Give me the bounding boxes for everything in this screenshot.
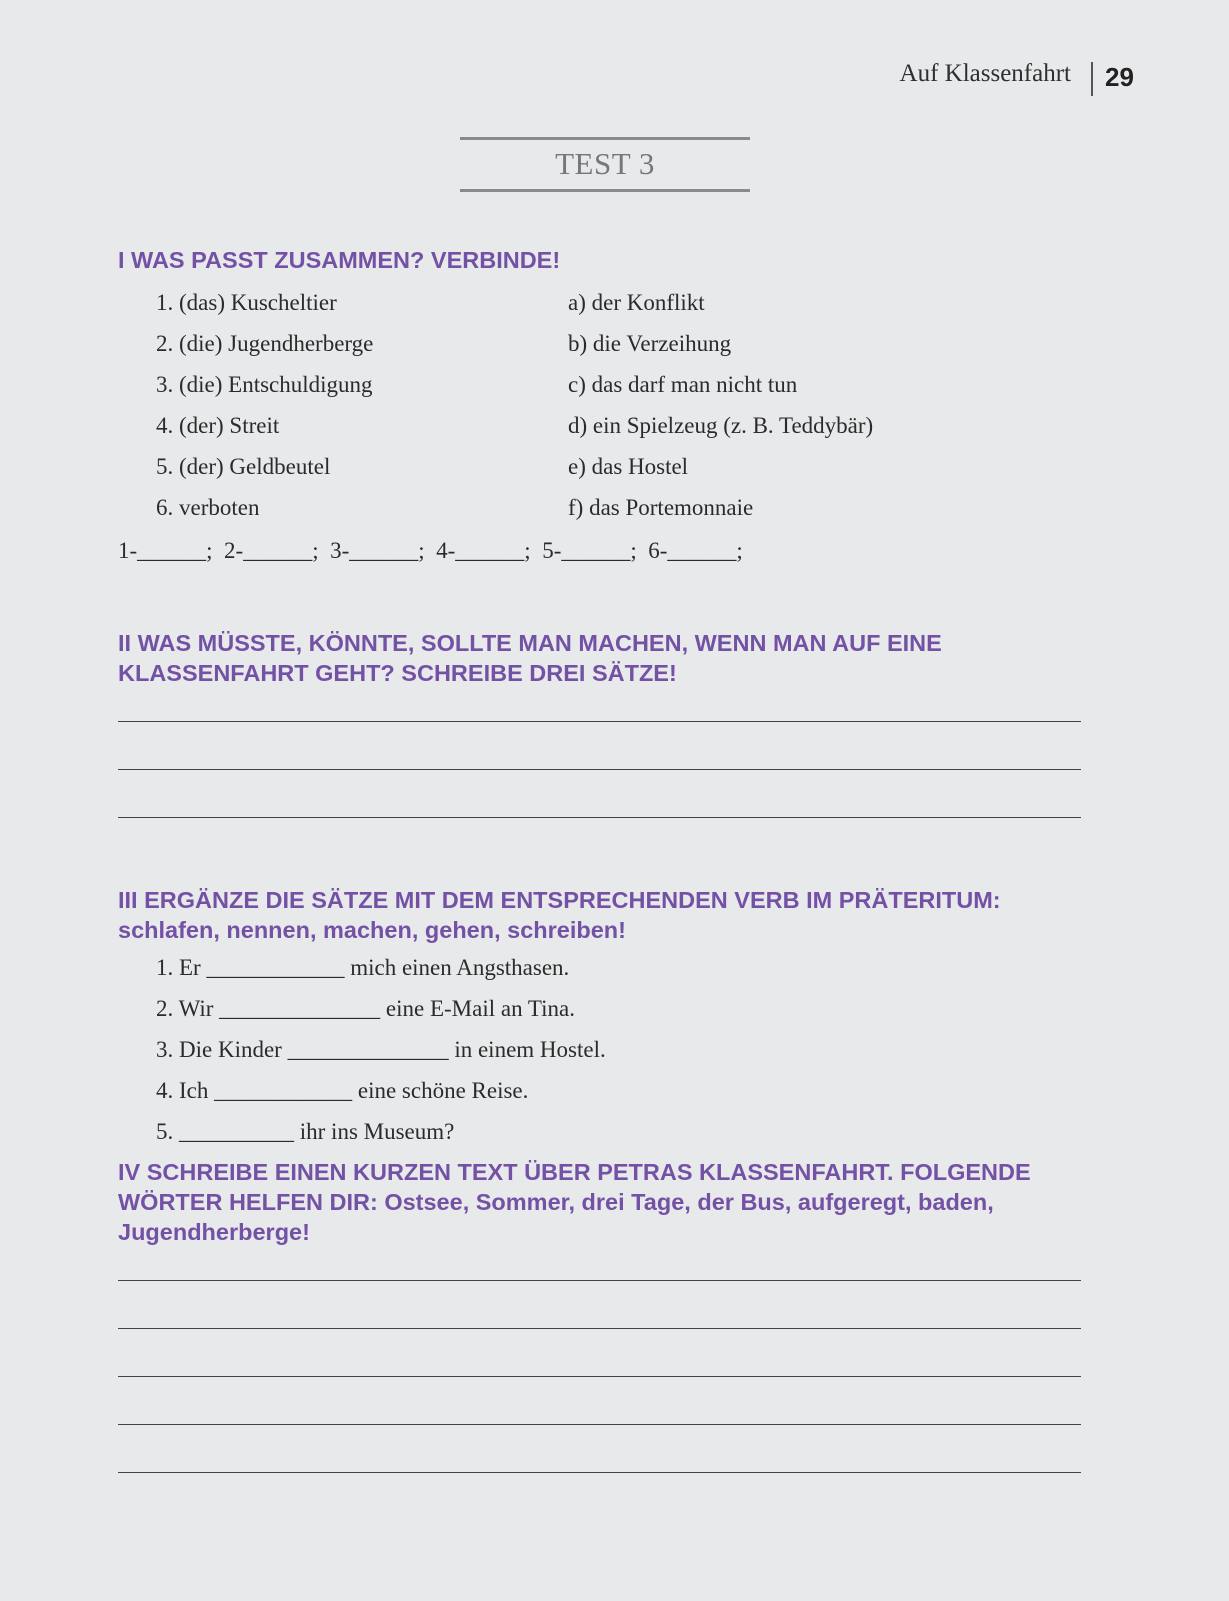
test-title: TEST 3 [555, 146, 655, 181]
writing-line [118, 817, 1081, 818]
section2-heading-line1: II WAS MÜSSTE, KÖNNTE, SOLLTE MAN MACHEN, WENN MAN AUF EINE [118, 630, 942, 656]
writing-line [118, 1424, 1081, 1425]
gap-sentence: 4. Ich ____________ eine schöne Reise. [156, 1078, 529, 1103]
match-left-item: 4. (der) Streit [156, 413, 280, 438]
writing-line [118, 1472, 1081, 1473]
page-number: 29 [1105, 62, 1134, 92]
section2-heading-line2: KLASSENFAHRT GEHT? SCHREIBE DREI SÄTZE! [118, 660, 677, 686]
answer-row: 1-______; 2-______; 3-______; 4-______; 5-______; 6-______; [118, 538, 743, 563]
header-title: Auf Klassenfahrt [899, 60, 1071, 87]
writing-line [118, 769, 1081, 770]
match-right-item: e) das Hostel [568, 454, 689, 479]
title-rule-bottom [460, 189, 750, 192]
section4-heading-line2: WÖRTER HELFEN DIR: Ostsee, Sommer, drei Tage, der Bus, aufgeregt, baden, [118, 1189, 994, 1215]
match-left-item: 1. (das) Kuscheltier [156, 290, 337, 315]
writing-line [118, 1376, 1081, 1377]
match-right-item: a) der Konflikt [568, 290, 705, 315]
match-left-item: 3. (die) Entschuldigung [156, 372, 373, 397]
match-right-item: b) die Verzeihung [568, 331, 732, 356]
gap-sentence: 3. Die Kinder ______________ in einem Hostel. [156, 1037, 606, 1062]
section3-heading-line1: III ERGÄNZE DIE SÄTZE MIT DEM ENTSPRECHENDEN VERB IM PRÄTERITUM: [118, 887, 1001, 913]
title-rule-top [460, 137, 750, 140]
writing-line [118, 721, 1081, 722]
writing-line [118, 1328, 1081, 1329]
section1-heading: I WAS PASST ZUSAMMEN? VERBINDE! [118, 247, 561, 273]
section4-heading-line1: IV SCHREIBE EINEN KURZEN TEXT ÜBER PETRAS KLASSENFAHRT. FOLGENDE [118, 1159, 1031, 1185]
match-left-item: 2. (die) Jugendherberge [156, 331, 374, 356]
gap-sentence: 1. Er ____________ mich einen Angsthasen. [156, 955, 570, 980]
header-divider [1091, 62, 1093, 96]
gap-sentence: 5. __________ ihr ins Museum? [156, 1119, 455, 1144]
writing-line [118, 1280, 1081, 1281]
match-right-item: c) das darf man nicht tun [568, 372, 798, 397]
section3-heading-line2: schlafen, nennen, machen, gehen, schreiben! [118, 917, 626, 943]
match-left-item: 6. verboten [156, 495, 260, 520]
match-right-item: f) das Portemonnaie [568, 495, 754, 520]
gap-sentence: 2. Wir ______________ eine E-Mail an Tina. [156, 996, 576, 1021]
section4-heading-line3: Jugendherberge! [118, 1219, 310, 1245]
match-left-item: 5. (der) Geldbeutel [156, 454, 331, 479]
match-right-item: d) ein Spielzeug (z. B. Teddybär) [568, 413, 874, 438]
